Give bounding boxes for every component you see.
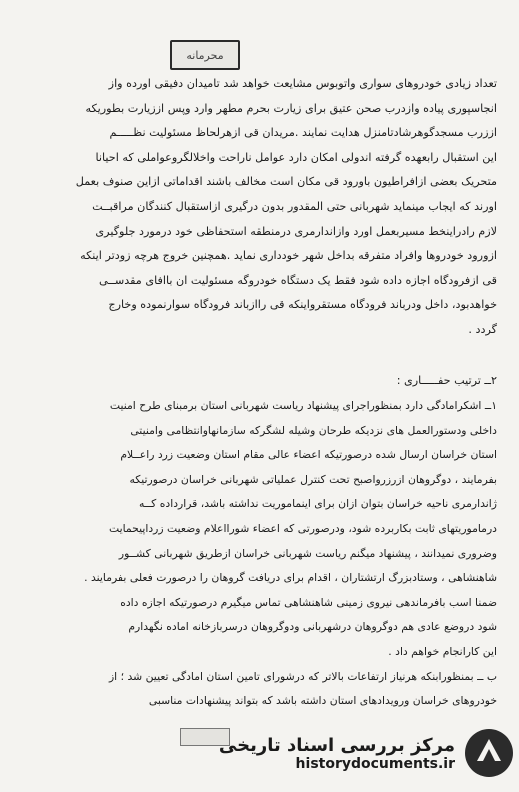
body-text-line: متحریک بعضی ازافراطیون باورود قی مکان است مخالف باشند اقداماتی ازاین صنوف بعمل (75, 175, 497, 189)
section-text-line: ب ــ بمنظورابنکه هرنیاز ارتفاعات بالاتر که درشورای تامین استان امادگی تعیین شد ؛ از (108, 669, 497, 683)
section-text-line: این کارانجام خواهم داد . (388, 644, 497, 658)
classification-stamp (170, 40, 240, 70)
section-text-line: ۱ــ اشکرامادگی دارد بمنظوراجرای پیشنهاد ریاست شهربانی استان برمبنای طرح امنیت (109, 399, 497, 412)
body-text-line: تعداد زیادی خودروهای سواری واتوبوس مشایعت خواهد شد تامیدان دفیقی اورده واز (108, 77, 497, 90)
section-text-line: شاهنشاهی ، وستادبزرگ ارتشتاران ، اقدام برای دریافت گروهان را درصورت فعلی بفرمایند . (84, 571, 497, 585)
section-text-line: وضروری نمیدانند ، پیشنهاد میگنم ریاست شهربانی خراسان ازطریق شهربانی کشــور (118, 546, 497, 560)
watermark-url: historydocuments.ir (295, 755, 455, 772)
archive-watermark (215, 720, 515, 786)
body-text-line: این استقبال رابعهده گرفته اندولی امکان دارد عوامل ناراحت واخلالگروعواملی که احیانا (95, 150, 497, 164)
stamp-text: محرمانه (186, 48, 224, 62)
section-text-line: بفرمایند ، دوگروهان ازرزرواصبح تحت کنترل عملیاتی شهربانی خراسان درصورتیکه (129, 472, 497, 486)
section-heading: ۲ــ ترتیب حفـــــاری : (396, 374, 497, 387)
section-text-line: داخلی ودستورالعمل های نزدیکه طرحان وشیله لشگرکه سازمانهاوانتظامی وامنیتی (130, 423, 497, 437)
section-text-line: ضمنا اسب بافرماندهی نیروی زمینی شاهنشاهی تماس میگیرم درصورتیکه اجازه داده (120, 595, 497, 609)
archive-logo-icon (463, 727, 515, 779)
section-text-line: شود دروضع عادی هم دوگروهان درشهربانی ودوگروهان درسربازخانه اماده نگهدارم (128, 620, 497, 634)
body-text-line: اززرب مسجدگوهرشادتامنزل هدایت نمایند .مریدان قی ازهرلحاظ مسئولیت نظـــــم (109, 126, 497, 140)
section-text-line: خودروهای خراسان ورویدادهای استان داشته باشد که بتواند پیشنهادات مناسبی (148, 694, 497, 708)
document-body (22, 72, 497, 343)
body-text-line: انجاسپوری پیاده وازدرب صحن عتیق برای زیارت بحرم مطهر وارد وپس اززیارت بطوریکه (85, 101, 497, 115)
section-text-line: استان خراسان ارسال شده درصورتیکه اعضاء عالی مقام استان وضعیت زرد راعــلام (120, 448, 497, 462)
body-text-line: گردد . (468, 322, 497, 336)
watermark-title: مرکز بررسی اسناد تاریخی (218, 734, 455, 756)
section-text-line: ژاندارمری ناحیه خراسان بتوان ازان برای اینماموریت نداشته باشد، قرارداده کــه (139, 497, 497, 511)
section-text-line: درماموریتهای ثابت بکاربرده شود، ودرصورتی که اعضاء شورااعلام وضعیت زرداپیحمایت (108, 521, 497, 535)
body-text-line: خواهدبود، داخل ودرباند فرودگاه مستقرواینکه قی راازباند فرودگاه سوارنموده وخارج (108, 298, 497, 312)
body-text-line: قی ازفرودگاه اجازه داده شود فقط یک دستگاه خودروگه مسئولیت ان باافای مقدســی (98, 273, 497, 287)
section-body (22, 394, 497, 714)
body-text-line: اورند که ایجاب مینماید شهربانی حتی المقدور بدون درگیری ازاستقبال کنندگان مراقبــت (92, 199, 497, 213)
body-text-line: لازم رادراینخط مسیربعمل اورد وازاندارمری درمنطقه استحفاظی خود درمورد جلوگیری (95, 224, 497, 238)
body-text-line: ازورود خودروها وافراد متفرقه بداخل شهر خودداری نماید .همچنین خروج هرچه زودتر اینکه (80, 249, 497, 263)
